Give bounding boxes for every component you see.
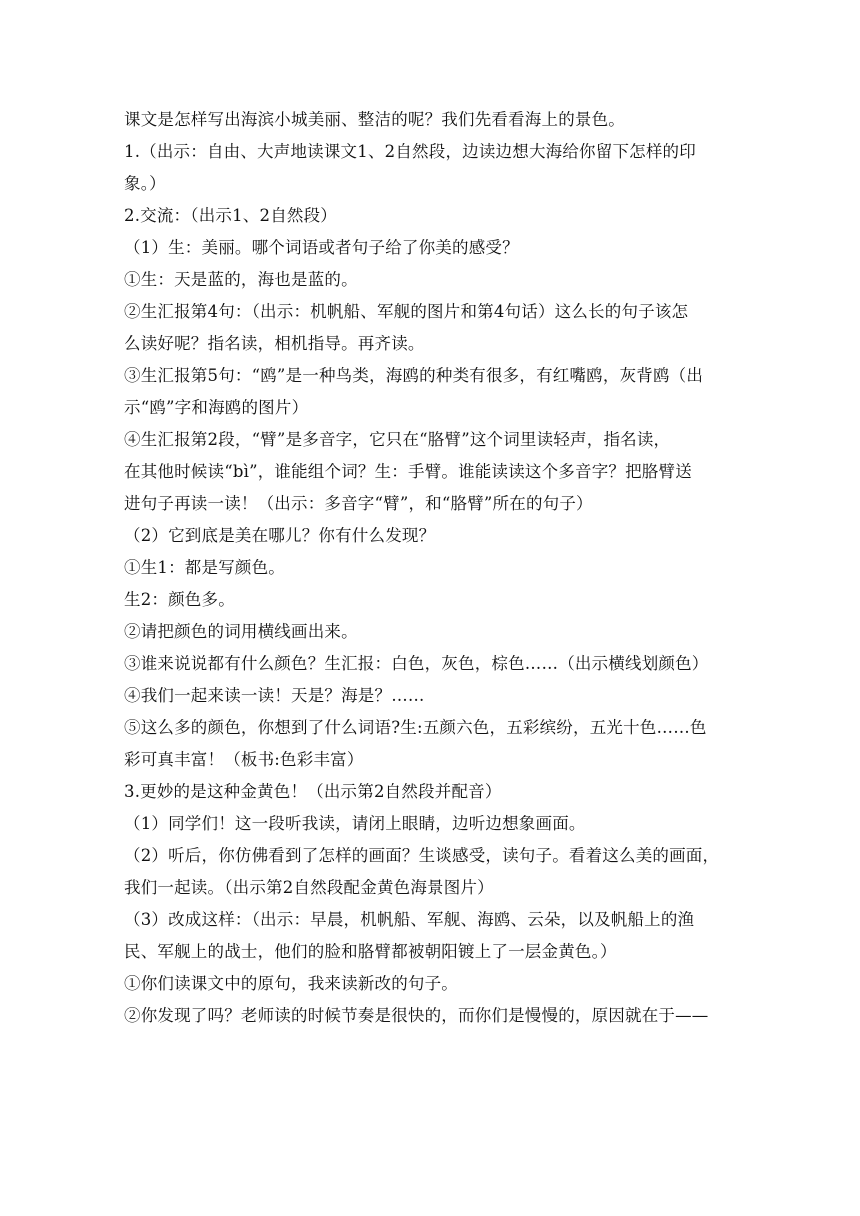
text-line: 课文是怎样写出海滨小城美丽、整洁的呢？我们先看看海上的景色。 [124, 110, 625, 129]
text-line: ②请把颜色的词用横线画出来。 [124, 622, 358, 641]
text-line: ①你们读课文中的原句，我来读新改的句子。 [124, 974, 458, 993]
text-line: 民、军舰上的战士，他们的脸和胳臂都被朝阳镀上了一层金黄色。） [124, 942, 617, 961]
text-line: 进句子再读一读！（出示：多音字“臂”，和“胳臂”所在的句子） [124, 494, 593, 513]
text-line: 么读好呢？指名读，相机指导。再齐读。 [124, 334, 425, 353]
text-line: ②生汇报第4句：（出示：机帆船、军舰的图片和第4句话）这么长的句子该怎 [124, 302, 689, 321]
text-line: 示“鸥”字和海鸥的图片） [124, 398, 309, 417]
document-body [124, 104, 744, 1032]
text-line: 在其他时候读“bì”，谁能组个词？生：手臂。谁能读读这个多音字？把胳臂送 [124, 462, 692, 481]
text-line: 象。） [124, 174, 166, 193]
text-line: ③谁来说说都有什么颜色？生汇报：白色，灰色，棕色……（出示横线划颜色） [124, 654, 709, 673]
text-line: ④生汇报第2段，“臂”是多音字，它只在“胳臂”这个词里读轻声，指名读， [124, 430, 671, 449]
text-line: 2.交流：（出示1、2自然段） [124, 206, 337, 225]
text-line: （1）生：美丽。哪个词语或者句子给了你美的感受？ [124, 238, 519, 257]
text-line: 生2：颜色多。 [124, 590, 235, 609]
text-line: （2）它到底是美在哪儿？你有什么发现？ [124, 526, 436, 545]
text-line: 3.更妙的是这种金黄色！（出示第2自然段并配音） [124, 782, 502, 801]
text-line: ③生汇报第5句：“鸥”是一种鸟类，海鸥的种类有很多，有红嘴鸥，灰背鸥（出 [124, 366, 704, 385]
text-line: ②你发现了吗？老师读的时候节奏是很快的，而你们是慢慢的，原因就在于—— [124, 1006, 709, 1025]
text-line: ①生1：都是写颜色。 [124, 558, 285, 577]
text-line: 彩可真丰富！（板书:色彩丰富） [124, 750, 364, 769]
text-line: （2）听后，你仿佛看到了怎样的画面？生谈感受，读句子。看着这么美的画面， [124, 846, 720, 865]
text-line: 1.（出示：自由、大声地读课文1、2自然段，边读边想大海给你留下怎样的印 [124, 142, 696, 161]
text-line: 我们一起读。（出示第2自然段配金黄色海景图片） [124, 878, 494, 897]
text-line: ④我们一起来读一读！天是？海是？…… [124, 686, 425, 705]
text-line: （3）改成这样：（出示：早晨，机帆船、军舰、海鸥、云朵，以及帆船上的渔 [124, 910, 695, 929]
text-line: ①生：天是蓝的，海也是蓝的。 [124, 270, 358, 289]
text-line: ⑤这么多的颜色，你想到了什么词语?生:五颜六色，五彩缤纷，五光十色……色 [124, 718, 707, 737]
text-line: （1）同学们！这一段听我读，请闭上眼睛，边听边想象画面。 [124, 814, 586, 833]
